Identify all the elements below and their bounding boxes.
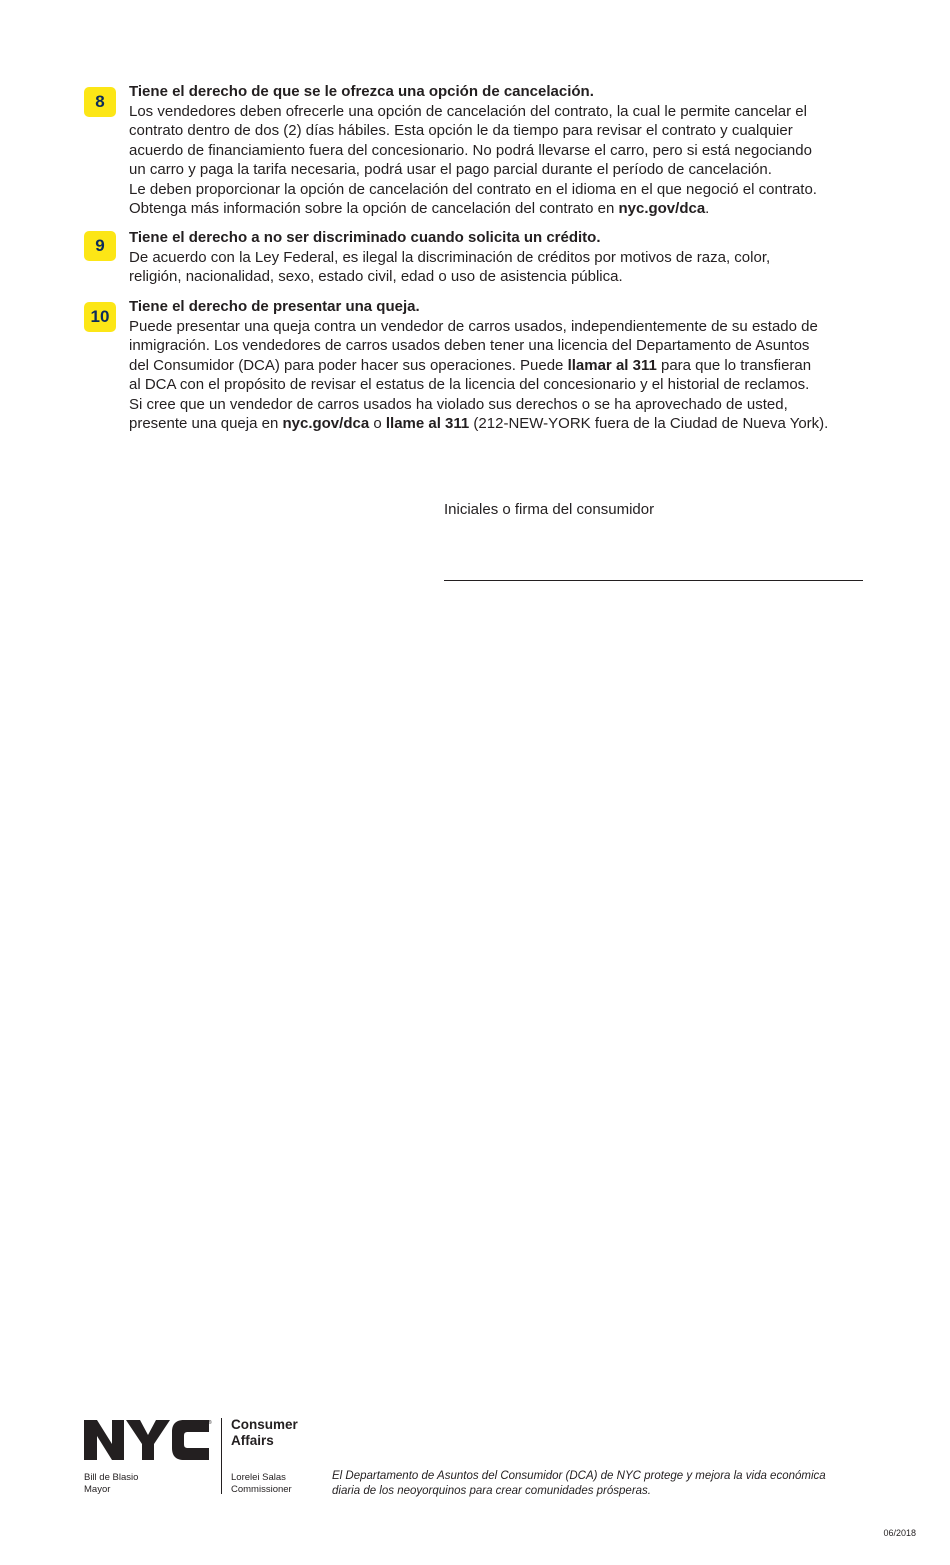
bold-reference: nyc.gov/dca [282,415,370,432]
brand-line-1: Consumer [231,1417,298,1432]
dca-tagline [332,1469,877,1498]
bold-reference: llame al 311 [385,415,470,432]
signature-label: Iniciales o firma del consumidor [444,501,655,518]
commissioner-name: Lorelei Salas [231,1472,286,1483]
item-text: De acuerdo con la Ley Federal, es ilegal la discriminación de créditos por motivos de raza, color, religión, nacionalidad, sexo, estado civil, edad o uso de asistencia pública. [129,248,771,285]
item-body [129,297,889,434]
item-number-badge: 10 [84,302,116,332]
footer-divider [221,1418,222,1494]
commissioner-block [231,1472,292,1495]
item-title: Tiene el derecho de que se le ofrezca una opción de cancelación. [129,83,594,100]
item-title: Tiene el derecho de presentar una queja. [129,298,420,315]
tagline-line-1: El Departamento de Asuntos del Consumidor (DCA) de NYC protege y mejora la vida económica [332,1470,826,1482]
item-number-badge: 8 [84,87,116,117]
nyc-logo [84,1418,212,1462]
item-body [129,82,889,219]
item-number-badge: 9 [84,231,116,261]
brand-line-2: Affairs [231,1433,274,1448]
item-title: Tiene el derecho a no ser discriminado cuando solicita un crédito. [129,229,601,246]
svg-text:®: ® [208,1420,212,1426]
tagline-line-2: diaria de los neoyorquinos para crear comunidades prósperas. [332,1484,651,1497]
mayor-block [84,1472,138,1495]
item-text: Los vendedores deben ofrecerle una opción de cancelación del contrato, la cual le permite cancelar el contrato dentro de dos (2) días hábiles. Esta opción le da tiempo para revisar el contrato y cualquier acuerdo de financiamiento fuera del concesionario. No podrá llevarse el carro, pero si está negociando un carro y paga la tarifa necesaria, podrá usar el pago parcial durante el período de cancelación. Le deben proporcionar la opción de cancelación del contrato en el idioma en el que negoció el contrato. Obtenga más información sobre la opción de cancelación del contrato en nyc.gov/dca. [129,102,817,217]
signature-line[interactable] [444,580,863,581]
commissioner-title: Commissioner [231,1483,292,1495]
item-body [129,228,889,287]
bold-reference: nyc.gov/dca [618,200,706,217]
consumer-affairs-brand [231,1417,298,1449]
mayor-title: Mayor [84,1483,111,1495]
mayor-name: Bill de Blasio [84,1472,139,1483]
bold-reference: llamar al 311 [567,356,657,374]
form-date-code: 06/2018 [883,1528,916,1538]
item-text: Puede presentar una queja contra un vendedor de carros usados, independientemente de su estado de inmigración. Los vendedores de carros usados deben tener una licencia del Departamento de Asuntos del Consumidor (DCA) para poder hacer sus operaciones. Puede llamar al 311 para que lo transfieran al DCA con el propósito de revisar el estatus de la licencia del concesionario y el historial de reclamos. Si cree que un vendedor de carros usados ha violado sus derechos o se ha aprovechado de usted, presente una queja en nyc.gov/dca o llame al 311 (212-NEW-YORK fuera de la Ciudad de Nueva York). [129,317,829,432]
